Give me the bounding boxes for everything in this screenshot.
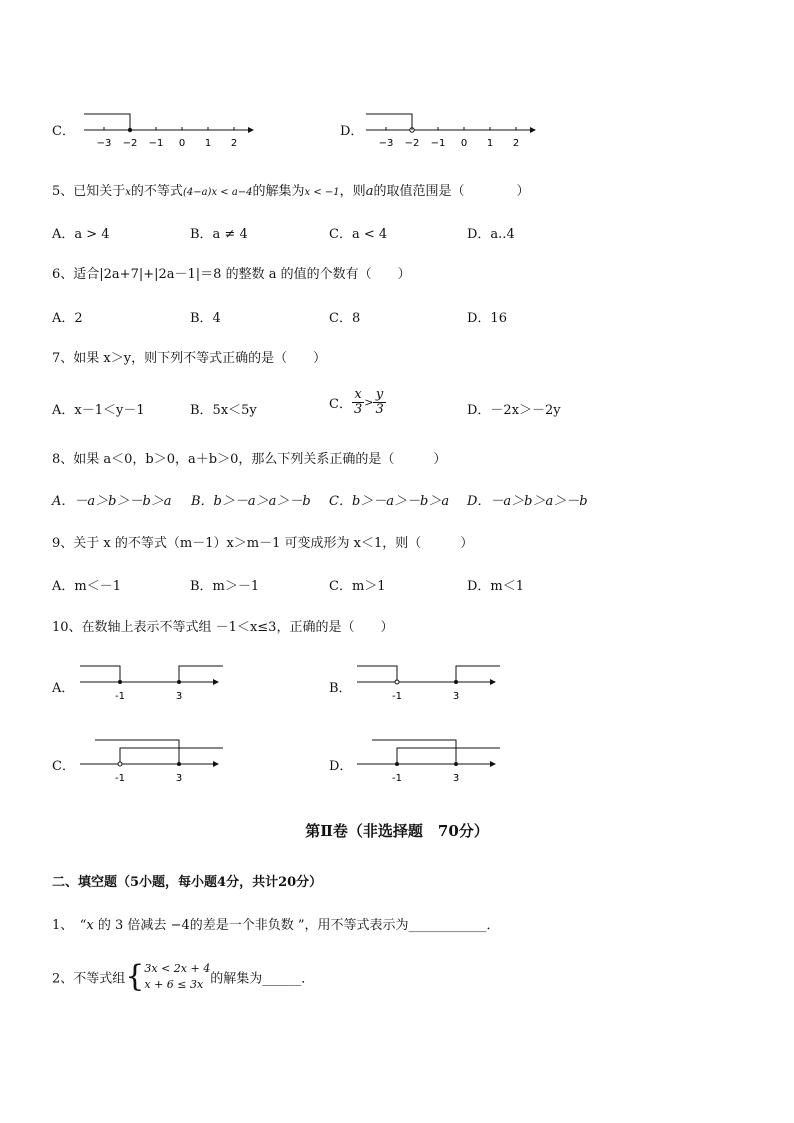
- question-9-stem: 9、关于 x 的不等式（m－1）x＞m－1 可变成形为 x＜1，则（ ）: [52, 536, 474, 551]
- tick-label: 2: [512, 138, 520, 149]
- fraction-y-over-3: $\frac{y}{3}$: [375, 387, 384, 417]
- tick-label-3: 3: [175, 691, 183, 702]
- question-5-stem: 5、已知关于x的不等式(4−a)x < a−4的解集为x < −1，则a的取值范围是（ ）: [52, 184, 530, 199]
- tick-label-3: 3: [452, 691, 460, 702]
- section-fill-blank-heading: 二、填空题（5小题，每小题4分，共计20分）: [52, 875, 323, 890]
- tick-label-neg1: -1: [392, 691, 402, 702]
- tick-label-neg1: -1: [115, 691, 125, 702]
- tick-label-3: 3: [452, 773, 460, 784]
- q5-option-b: B．a ≠ 4: [190, 227, 248, 242]
- q8-option-d: D．－a＞b＞a＞－b: [467, 494, 588, 509]
- tick-label: −2: [122, 138, 138, 149]
- brace-icon: {: [125, 959, 145, 994]
- tick-label: −1: [430, 138, 446, 149]
- tick-label-3: 3: [175, 773, 183, 784]
- tick-label: 2: [230, 138, 238, 149]
- q10-number-line-b: [352, 660, 502, 706]
- tick-label: −3: [96, 138, 112, 149]
- q7-option-b: B．5x＜5y: [190, 403, 257, 418]
- q10-option-b-label: B．: [329, 681, 352, 696]
- q9-option-d: D．m＜1: [467, 579, 525, 594]
- q9-option-c: C．m＞1: [329, 579, 386, 594]
- q6-option-d: D．16: [467, 311, 507, 326]
- fill-question-2: 2、不等式组{ 3x < 2x + 4 x + 6 ≤ 3x 的解集为______．: [52, 959, 315, 994]
- tick-label-neg1: -1: [115, 773, 125, 784]
- fraction-x-over-3: $\frac{x}{3}$: [353, 387, 363, 417]
- tick-label: 0: [460, 138, 468, 149]
- tick-label: 0: [178, 138, 186, 149]
- q7-option-a: A．x－1＜y－1: [52, 403, 145, 418]
- q6-option-a: A．2: [52, 311, 83, 326]
- question-8-stem: 8、如果 a＜0，b＞0，a＋b＞0，那么下列关系正确的是（ ）: [52, 452, 447, 467]
- q10-number-line-d: [352, 734, 502, 784]
- q9-option-a: A．m＜－1: [52, 579, 121, 594]
- inequality-system: 3x < 2x + 4 x + 6 ≤ 3x: [144, 962, 211, 991]
- q10-option-c-label: C．: [52, 759, 75, 774]
- q10-number-line-a: [75, 660, 225, 706]
- tick-label: −2: [404, 138, 420, 149]
- q7-option-c: C． $\frac{x}{3}$ > $\frac{y}{3}$: [329, 387, 384, 417]
- tick-label: −3: [378, 138, 394, 149]
- q7-option-d: D．－2x＞－2y: [467, 403, 561, 418]
- question-10-stem: 10、在数轴上表示不等式组 －1＜x≤3，正确的是（ ）: [52, 620, 394, 635]
- q5-option-c: C．a < 4: [329, 227, 388, 242]
- option-c-label: C．: [52, 124, 75, 139]
- q6-option-b: B．4: [190, 311, 221, 326]
- q8-option-a: A．－a＞b＞－b＞a: [52, 494, 172, 509]
- tick-label: 1: [204, 138, 212, 149]
- q10-option-a-label: A．: [52, 681, 75, 696]
- question-6-stem: 6、适合|2a+7|+|2a－1|＝8 的整数 a 的值的个数有（ ）: [52, 267, 411, 282]
- number-line-d: [360, 108, 540, 150]
- q9-option-b: B．m＞－1: [190, 579, 260, 594]
- question-7-stem: 7、如果 x＞y，则下列不等式正确的是（ ）: [52, 351, 327, 366]
- option-d-label: D．: [340, 124, 364, 139]
- q6-option-c: C．8: [329, 311, 361, 326]
- tick-label: 1: [486, 138, 494, 149]
- q10-option-d-label: D．: [329, 759, 353, 774]
- part-2-title: 第Ⅱ卷（非选择题 70分）: [305, 822, 489, 840]
- q8-option-c: C．b＞－a＞－b＞a: [329, 494, 450, 509]
- fill-question-1: 1、 “x 的 3 倍减去 −4的差是一个非负数 ”，用不等式表示为____________．: [52, 918, 500, 933]
- tick-label: −1: [148, 138, 164, 149]
- q5-option-d: D．a..4: [467, 227, 515, 242]
- q8-option-b: B．b＞－a＞a＞－b: [191, 494, 311, 509]
- number-line-c: [78, 108, 258, 150]
- q10-number-line-c: [75, 734, 225, 784]
- q5-option-a: A．a > 4: [52, 227, 110, 242]
- tick-label-neg1: -1: [392, 773, 402, 784]
